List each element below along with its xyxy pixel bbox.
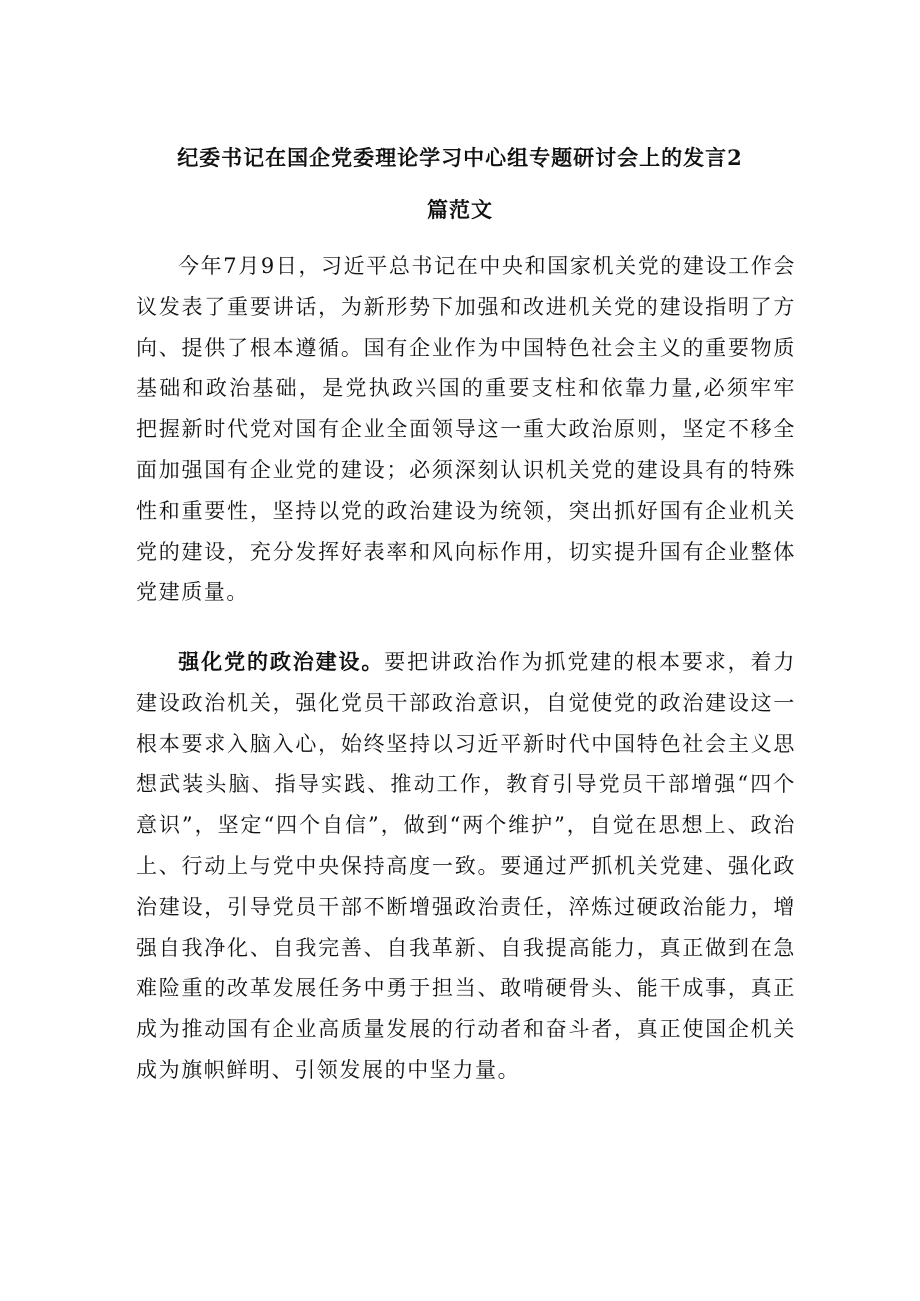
paragraph-intro-text: 今年7月9日，习近平总书记在中央和国家机关党的建设工作会议发表了重要讲话，为新形势下加强和改进机关党的建设指明了方向、提供了根本遵循。国有企业作为中国特色社会主义的重要物质基础和政治基础，是党执政兴国的重要支柱和依靠力量,必须牢牢把握新时代党对国有企业全面领导这一重大政治原则，坚定不移全面加强国有企业党的建设；必须深刻认识机关党的建设具有的特殊性和重要性，坚持以党的政治建设为统领，突出抓好国有企业机关党的建设，充分发挥好表率和风向标作用，切实提升国有企业整体党建质量。 — [136, 254, 796, 605]
document-title-line-2: 篇范文 — [427, 197, 493, 222]
paragraph-lead-heading: 强化党的政治建设。 — [178, 649, 385, 674]
paragraph-intro — [136, 246, 796, 613]
paragraph-political-construction-text: 要把讲政治作为抓党建的根本要求，着力建设政治机关，强化党员干部政治意识，自觉使党的政治建设这一根本要求入脑入心，始终坚持以习近平新时代中国特色社会主义思想武装头脑、指导实践、推动工作，教育引导党员干部增强“四个意识”，坚定“四个自信”，做到“两个维护”，自觉在思想上、政治上、行动上与党中央保持高度一致。要通过严抓机关党建、强化政治建设，引导党员干部不断增强政治责任，淬炼过硬政治能力，增强自我净化、自我完善、自我革新、自我提高能力，真正做到在急难险重的改革发展任务中勇于担当、敢啃硬骨头、能干成事，真正成为推动国有企业高质量发展的行动者和奋斗者，真正使国企机关成为旗帜鲜明、引领发展的中坚力量。 — [136, 650, 796, 1082]
paragraph-political-construction — [136, 642, 796, 1091]
document-title-line-1: 纪委书记在国企党委理论学习中心组专题研讨会上的发言2 — [177, 145, 743, 170]
